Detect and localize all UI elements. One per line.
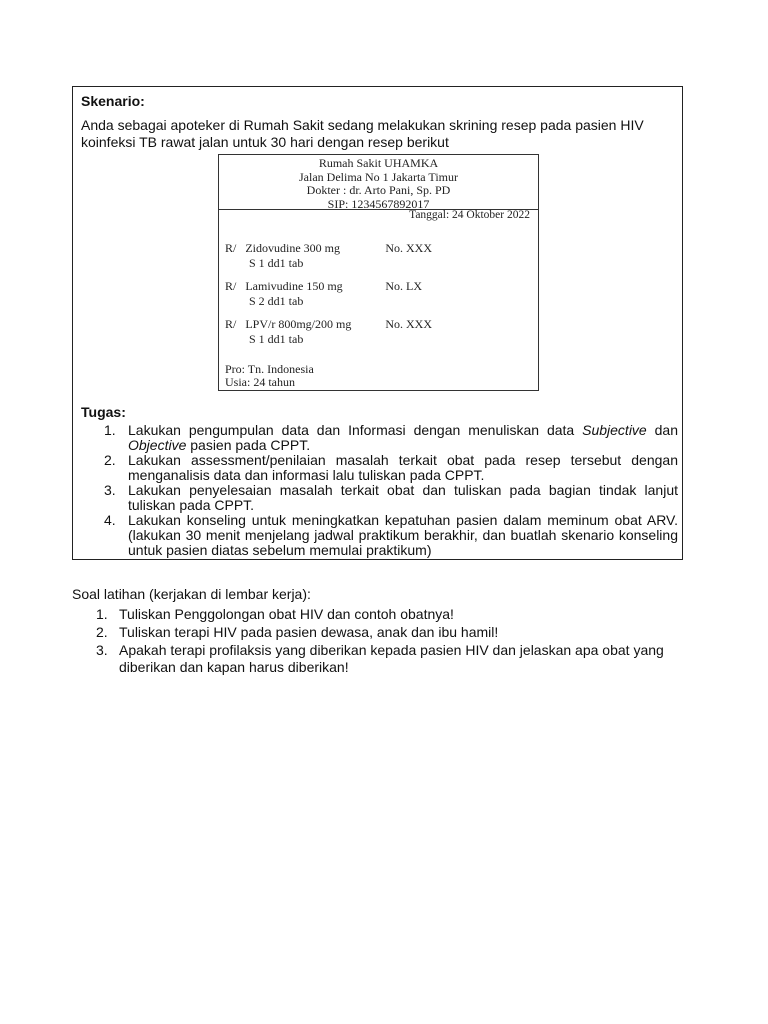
prescription-header bbox=[219, 155, 538, 211]
patient-age: Usia: 24 tahun bbox=[225, 375, 295, 389]
patient-info bbox=[225, 363, 314, 389]
task-text: Lakukan penyelesaian masalah terkait obat dan tuliskan pada bagian tindak lanjut tuliskan pada CPPT. bbox=[128, 482, 678, 513]
task-emphasis: Objective bbox=[128, 437, 187, 453]
task-text: Lakukan pengumpulan data dan Informasi dengan menuliskan data bbox=[128, 422, 583, 438]
drug-name: LPV/r 800mg/200 mg bbox=[245, 317, 352, 331]
drug-quantity: No. LX bbox=[385, 279, 423, 293]
list-item bbox=[81, 483, 678, 513]
rx-symbol: R/ bbox=[225, 317, 237, 331]
prescription-item bbox=[225, 317, 432, 346]
prescription-card bbox=[218, 154, 539, 391]
list-number: 4. bbox=[104, 512, 116, 528]
task-text: Lakukan assessment/penilaian masalah terkait obat pada resep tersebut dengan menganalisis data dan informasi lalu tuliskan pada CPPT. bbox=[128, 452, 678, 483]
list-item bbox=[81, 453, 678, 483]
drug-signa: S 2 dd1 tab bbox=[249, 293, 304, 308]
list-number: 2. bbox=[96, 624, 108, 640]
soal-title: Soal latihan (kerjakan di lembar kerja): bbox=[72, 586, 311, 602]
drug-signa: S 1 dd1 tab bbox=[249, 255, 304, 270]
hospital-name: Rumah Sakit UHAMKA bbox=[318, 156, 439, 170]
skenario-intro: Anda sebagai apoteker di Rumah Sakit sedang melakukan skrining resep pada pasien HIV koinfeksi TB rawat jalan untuk 30 hari dengan resep berikut bbox=[81, 117, 644, 150]
skenario-title: Skenario: bbox=[81, 93, 145, 109]
list-item bbox=[81, 513, 678, 558]
rx-symbol: R/ bbox=[225, 241, 237, 255]
drug-signa: S 1 dd1 tab bbox=[249, 331, 304, 346]
list-number: 3. bbox=[96, 642, 108, 658]
list-item bbox=[72, 606, 692, 623]
question-text: Tuliskan Penggolongan obat HIV dan contoh obatnya! bbox=[119, 606, 454, 622]
list-number: 1. bbox=[96, 606, 108, 622]
patient-name: Pro: Tn. Indonesia bbox=[225, 362, 314, 376]
list-number: 1. bbox=[104, 422, 116, 438]
doctor-sip: SIP: 1234567892017 bbox=[327, 196, 430, 211]
prescription-date: Tanggal: 24 Oktober 2022 bbox=[409, 209, 530, 221]
prescription-item bbox=[225, 241, 432, 270]
doctor-name: Dokter : dr. Arto Pani, Sp. PD bbox=[306, 183, 451, 197]
scenario-box bbox=[72, 86, 683, 560]
list-item bbox=[72, 642, 692, 676]
soal-list bbox=[72, 606, 692, 677]
list-item bbox=[81, 423, 678, 453]
drug-quantity: No. XXX bbox=[385, 317, 433, 331]
tugas-title: Tugas: bbox=[81, 404, 126, 420]
tugas-list bbox=[81, 423, 678, 558]
question-text: Tuliskan terapi HIV pada pasien dewasa, anak dan ibu hamil! bbox=[119, 624, 499, 640]
drug-name: Lamivudine 150 mg bbox=[245, 279, 343, 293]
hospital-address: Jalan Delima No 1 Jakarta Timur bbox=[299, 169, 458, 184]
drug-name: Zidovudine 300 mg bbox=[245, 241, 341, 255]
task-text: Lakukan konseling untuk meningkatkan kepatuhan pasien dalam meminum obat ARV. (lakukan 30 menit menjelang jadwal praktikum berakhir, dan buatlah skenario konseling untuk pasien diatas sebelum memulai praktikum) bbox=[128, 512, 678, 558]
question-text: Apakah terapi profilaksis yang diberikan kepada pasien HIV dan jelaskan apa obat yang diberikan dan kapan harus diberikan! bbox=[119, 642, 664, 675]
task-emphasis: Subjective bbox=[582, 422, 647, 438]
list-item bbox=[72, 624, 692, 641]
prescription-item bbox=[225, 279, 422, 308]
task-text: dan bbox=[646, 422, 678, 438]
list-number: 3. bbox=[104, 482, 116, 498]
drug-quantity: No. XXX bbox=[385, 241, 433, 255]
rx-symbol: R/ bbox=[225, 279, 237, 293]
task-text: pasien pada CPPT. bbox=[186, 437, 311, 453]
list-number: 2. bbox=[104, 452, 116, 468]
